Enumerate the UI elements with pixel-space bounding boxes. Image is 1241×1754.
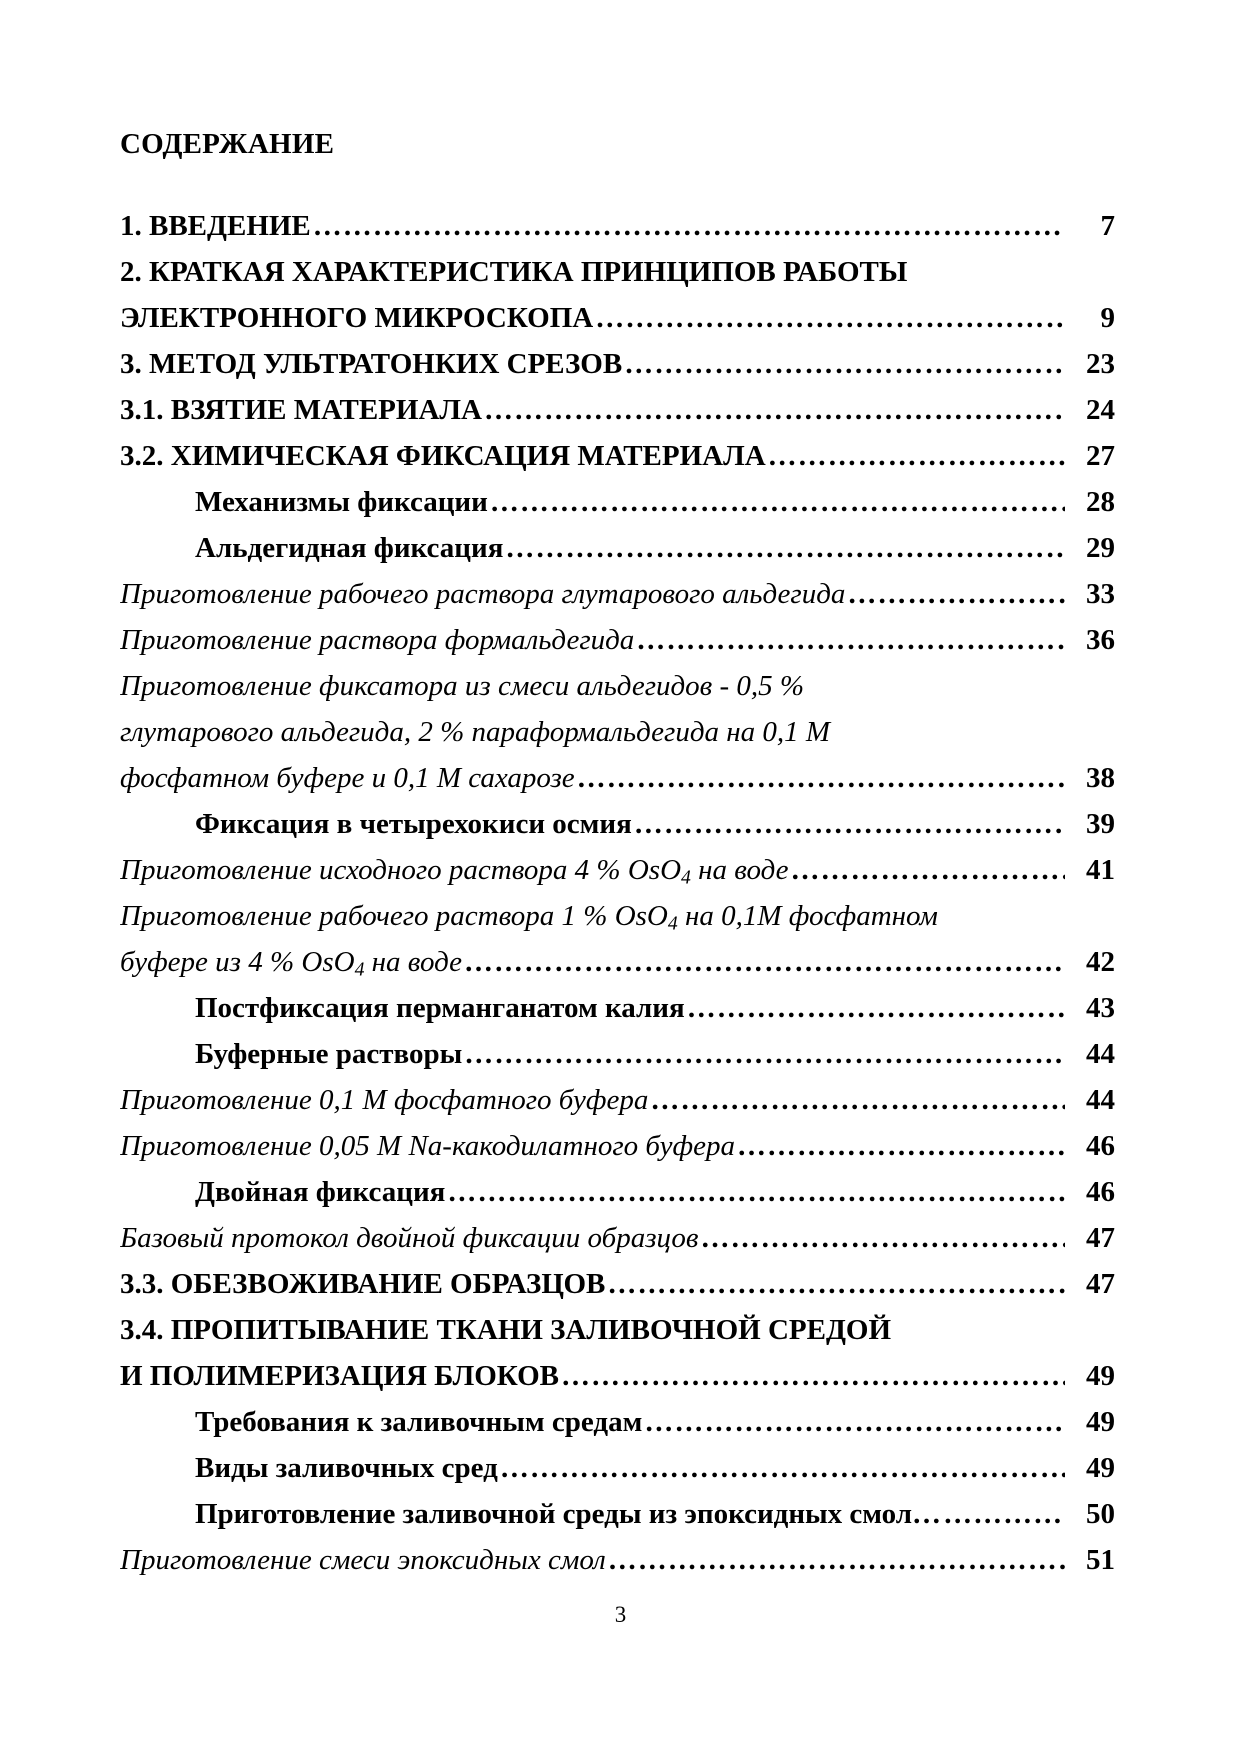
toc-entry-title: Механизмы фиксации [195,486,488,518]
toc-entry-page: 49 [1065,1353,1115,1399]
toc-entry [120,893,1115,939]
toc-entry [120,1031,1115,1077]
toc-entry-page: 49 [1065,1399,1115,1445]
toc-entry [120,617,1115,663]
toc-dot-leader [941,1491,1065,1537]
toc-dot-leader [605,1261,1065,1307]
toc-entry-page: 7 [1065,203,1115,249]
toc-entry-title: И ПОЛИМЕРИЗАЦИЯ БЛОКОВ [120,1360,560,1392]
toc-entry-page: 43 [1065,985,1115,1031]
toc-entry-title: фосфатном буфере и 0,1 М сахарозе [120,762,575,794]
toc-dot-leader [503,525,1065,571]
toc-dot-leader [488,479,1065,525]
toc-entry-title: Приготовление заливочной среды из эпоксидных смол… [195,1498,942,1530]
toc-entry [120,203,1115,249]
toc-dot-leader [642,1399,1065,1445]
toc-dot-leader [606,1537,1065,1583]
toc-entry-title: 2. КРАТКАЯ ХАРАКТЕРИСТИКА ПРИНЦИПОВ РАБОТЫ [120,256,908,288]
toc-entry-title: 3.2. ХИМИЧЕСКАЯ ФИКСАЦИЯ МАТЕРИАЛА [120,440,766,472]
toc-entry-title: Базовый протокол двойной фиксации образцов [120,1222,699,1254]
toc-entry [120,1445,1115,1491]
toc-entry [120,525,1115,571]
toc-entry-page: 47 [1065,1215,1115,1261]
toc-entry-page: 29 [1065,525,1115,571]
toc-dot-leader [311,203,1065,249]
toc-dot-leader [634,617,1065,663]
toc-entry-title: ЭЛЕКТРОННОГО МИКРОСКОПА [120,302,594,334]
toc-entry-page: 23 [1065,341,1115,387]
toc-entry [120,1537,1115,1583]
toc-dot-leader [845,571,1065,617]
page-number: 3 [614,1602,627,1627]
toc-entry-title: Буферные растворы [195,1038,463,1070]
toc-entry-page: 39 [1065,801,1115,847]
toc-entry [120,1491,1115,1537]
toc-dot-leader [788,847,1065,893]
toc-dot-leader [482,387,1065,433]
toc-dot-leader [685,985,1065,1031]
toc-entry [120,801,1115,847]
toc-entry [120,755,1115,801]
toc-entry [120,985,1115,1031]
toc-entry-title: 1. ВВЕДЕНИЕ [120,210,311,242]
toc-entry [120,433,1115,479]
toc-entry [120,1123,1115,1169]
toc-dot-leader [559,1353,1065,1399]
toc-entry-title: Приготовление фиксатора из смеси альдегидов - 0,5 % [120,670,805,702]
toc-entry [120,1077,1115,1123]
toc-entry-page: 9 [1065,295,1115,341]
toc-entry [120,1307,1115,1353]
toc-entry [120,571,1115,617]
toc-entry-title: 3.1. ВЗЯТИЕ МАТЕРИАЛА [120,394,482,426]
toc-entry-page: 50 [1065,1491,1115,1537]
toc-entry-title: Приготовление 0,05 M Na-какодилатного буфера [120,1130,735,1162]
toc-entry-page: 24 [1065,387,1115,433]
toc-entry-page: 46 [1065,1169,1115,1215]
toc-entry-title: Альдегидная фиксация [195,532,504,564]
toc-entry-title: буфере из 4 % OsO$_4$ на воде [120,946,463,981]
toc-entry [120,663,1115,709]
toc-heading: СОДЕРЖАНИЕ [120,128,335,160]
toc-dot-leader [699,1215,1066,1261]
toc-entry-page: 44 [1065,1077,1115,1123]
toc-dot-leader [735,1123,1065,1169]
toc-entry [120,1399,1115,1445]
toc-entry-page: 44 [1065,1031,1115,1077]
toc-entry-title: Виды заливочных сред [195,1452,498,1484]
toc-entry [120,847,1115,893]
toc-entry [120,387,1115,433]
toc-entry [120,341,1115,387]
toc-entry-title: Приготовление рабочего раствора глутарового альдегида [120,578,846,610]
toc-entry-title: Фиксация в четырехокиси осмия [195,808,632,840]
toc-entry-title: 3. МЕТОД УЛЬТРАТОНКИХ СРЕЗОВ [120,348,623,380]
toc-entry-title: Приготовление исходного раствора 4 % OsO$_4$ на воде [120,854,789,889]
toc-entry-title: Приготовление 0,1 М фосфатного буфера [120,1084,649,1116]
toc-entry-title: Приготовление раствора формальдегида [120,624,635,656]
toc-dot-leader [622,341,1065,387]
toc-entry [120,1169,1115,1215]
toc-entry-title: Требования к заливочным средам [195,1406,643,1438]
toc-dot-leader [766,433,1065,479]
toc-entry [120,479,1115,525]
toc-entry [120,709,1115,755]
toc-entry-title: 3.3. ОБЕЗВОЖИВАНИЕ ОБРАЗЦОВ [120,1268,606,1300]
toc-dot-leader [632,801,1065,847]
table-of-contents [120,203,1115,1583]
toc-dot-leader [575,755,1065,801]
toc-entry-title: 3.4. ПРОПИТЫВАНИЕ ТКАНИ ЗАЛИВОЧНОЙ СРЕДОЙ [120,1314,892,1346]
toc-dot-leader [498,1445,1065,1491]
toc-entry [120,249,1115,295]
toc-entry [120,939,1115,985]
toc-entry-page: 36 [1065,617,1115,663]
toc-dot-leader [445,1169,1065,1215]
toc-entry-title: Приготовление смеси эпоксидных смол [120,1544,606,1576]
toc-entry-title: Приготовление рабочего раствора 1 % OsO$_4$ на 0,1М фосфатном [120,900,938,935]
toc-entry [120,1215,1115,1261]
toc-entry-title: Двойная фиксация [195,1176,446,1208]
toc-entry-title: глутарового альдегида, 2 % параформальдегида на 0,1 М [120,716,831,748]
toc-entry-page: 42 [1065,939,1115,985]
toc-entry [120,1353,1115,1399]
toc-dot-leader [462,939,1065,985]
toc-entry-page: 33 [1065,571,1115,617]
toc-entry [120,295,1115,341]
toc-entry [120,1261,1115,1307]
toc-entry-page: 28 [1065,479,1115,525]
toc-dot-leader [462,1031,1065,1077]
toc-dot-leader [593,295,1065,341]
toc-dot-leader [648,1077,1065,1123]
toc-entry-page: 46 [1065,1123,1115,1169]
toc-entry-page: 41 [1065,847,1115,893]
toc-entry-page: 49 [1065,1445,1115,1491]
toc-entry-page: 27 [1065,433,1115,479]
toc-entry-title: Постфиксация перманганатом калия [195,992,685,1024]
toc-entry-page: 51 [1065,1537,1115,1583]
toc-entry-page: 47 [1065,1261,1115,1307]
toc-entry-page: 38 [1065,755,1115,801]
